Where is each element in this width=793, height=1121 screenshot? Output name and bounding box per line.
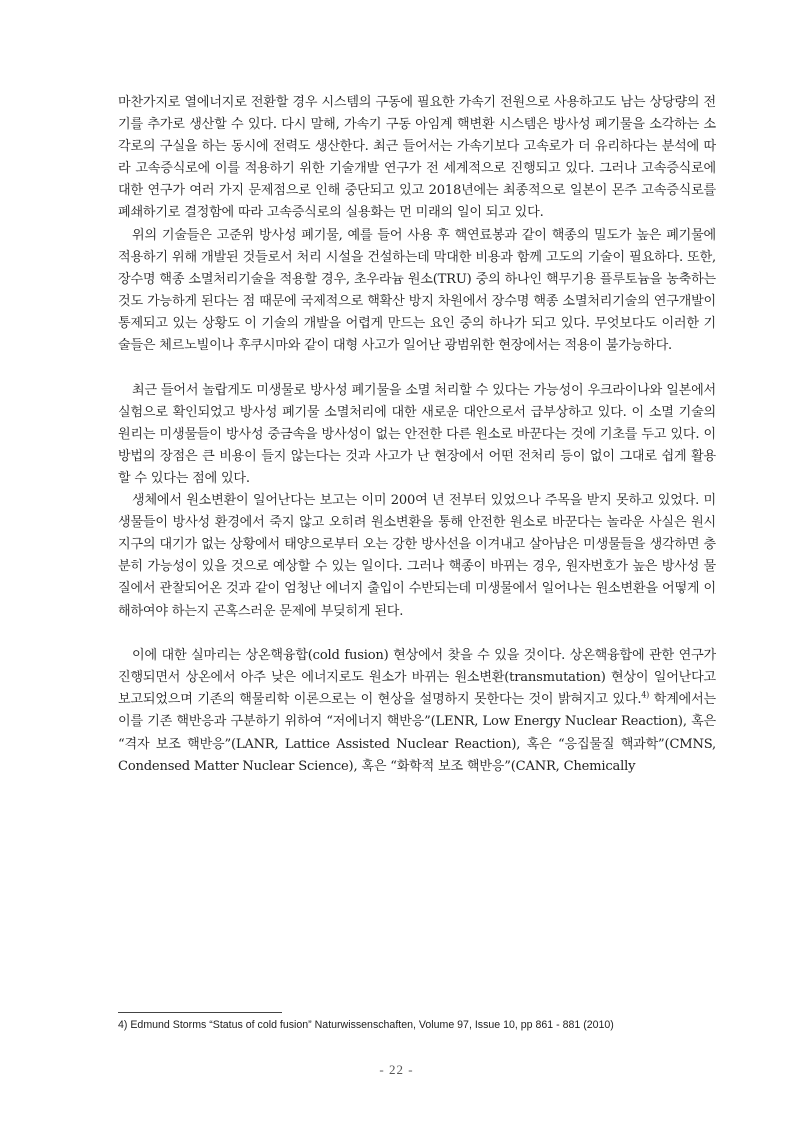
paragraph-gap (118, 357, 716, 380)
paragraph-2: 위의 기술들은 고준위 방사성 폐기물, 예를 들어 사용 후 핵연료봉과 같이 핵종의 밀도가 높은 폐기물에 적용하기 위해 개발된 것들로서 처리 시설을 건설하는데 막대한 비용과 함께 고도의 기술이 필요하다. 또한, 장수명 핵종 소멸처리기술을 적용할 경우, 초우라늄 원소(TRU) 중의 하나인 핵무기용 플루토늄을 농축하는 것도 가능하게 된다는 점 때문에 국제적으로 핵확산 방지 차원에서 장수명 핵종 소멸처리기술의 연구개발이 통제되고 있는 상황도 이 기술의 개발을 어렵게 만드는 요인 중의 하나가 되고 있다. 무엇보다도 이러한 기술들은 체르노빌이나 후쿠시마와 같이 대형 사고가 일어난 광범위한 현장에서는 적용이 불가능하다. (118, 227, 716, 354)
body-text (118, 92, 716, 778)
footnote: 4) Edmund Storms “Status of cold fusion” Naturwissenschaften, Volume 97, Issue 10, pp 861 - 881 (2010) (118, 1019, 614, 1031)
footnote-divider (118, 1012, 282, 1013)
page-number: - 22 - (379, 1062, 414, 1077)
paragraph-1: 마찬가지로 열에너지로 전환할 경우 시스템의 구동에 필요한 가속기 전원으로 사용하고도 남는 상당량의 전기를 추가로 생산할 수 있다. 다시 말해, 가속기 구동 아임계 핵변환 시스템은 방사성 폐기물을 소각하는 소각로의 구실을 하는 동시에 전력도 생산한다. 최근 들어서는 가속기보다 고속로가 더 유리하다는 분석에 따라 고속증식로에 이를 적용하기 위한 기술개발 연구가 전 세계적으로 진행되고 있다. 그러나 고속증식로에 대한 연구가 여러 가지 문제점으로 인해 중단되고 있고 2018년에는 최종적으로 일본이 몬주 고속증식로를 폐쇄하기로 결정함에 따라 고속증식로의 실용화는 먼 미래의 일이 되고 있다. (118, 95, 716, 221)
paragraph-gap (118, 623, 716, 646)
paragraph-5-part-1: 이에 대한 실마리는 상온핵융합(cold fusion) 현상에서 찾을 수 있을 것이다. 상온핵융합에 관한 연구가 진행되면서 상온에서 아주 낮은 에너지로도 원소가 바뀌는 원소변환(transmutation) 현상이 일어난다고 보고되었으며 기존의 핵물리학 이론으로는 이 현상을 설명하지 못한다는 것이 밝혀지고 있다. (118, 648, 716, 708)
footnote-ref[interactable]: 4) (641, 690, 650, 700)
paragraph-5 (118, 645, 716, 778)
paragraph-5-part-2: 학계에서는 이를 기존 핵반응과 구분하기 위하여 “저에너지 핵반응”(LENR, Low Energy Nuclear Reaction), 혹은 “격자 보조 핵반응”(LANR, Lattice Assisted Nuclear Reaction), 혹은 “응집물질 핵과학”(CMNS, Condensed Matter Nuclear Science), 혹은 “화학적 보조 핵반응”(CANR, Chemically (118, 692, 716, 774)
paragraph-3: 최근 들어서 놀랍게도 미생물로 방사성 폐기물을 소멸 처리할 수 있다는 가능성이 우크라이나와 일본에서 실험으로 확인되었고 방사성 폐기물 소멸처리에 대한 새로운 대안으로서 급부상하고 있다. 이 소멸 기술의 원리는 미생물들이 방사성 중금속을 방사성이 없는 안전한 다른 원소로 바꾼다는 것에 기초를 두고 있다. 이 방법의 장점은 큰 비용이 들지 않는다는 것과 사고가 난 현장에서 어떤 전처리 등이 없이 그대로 쉽게 활용할 수 있다는 점에 있다. (118, 382, 716, 486)
paragraph-4: 생체에서 원소변환이 일어난다는 보고는 이미 200여 년 전부터 있었으나 주목을 받지 못하고 있었다. 미생물들이 방사성 환경에서 죽지 않고 오히려 원소변환을 통해 안전한 원소로 바꾼다는 놀라운 사실은 원시 지구의 대기가 없는 상황에서 태양으로부터 오는 강한 방사선을 이겨내고 살아남은 미생물들을 생각하면 충분히 가능성이 있을 것으로 예상할 수 있는 일이다. 그러나 핵종이 바뀌는 경우, 원자번호가 높은 방사성 물질에서 관찰되어온 것과 같이 엄청난 에너지 출입이 수반되는데 미생물에서 일어나는 원소변환을 어떻게 이해하여야 하는지 곤혹스러운 문제에 부딪히게 된다. (118, 493, 716, 619)
